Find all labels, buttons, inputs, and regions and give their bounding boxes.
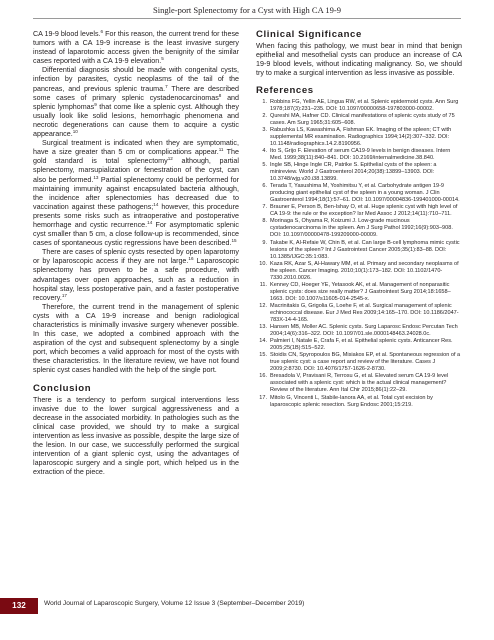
reference-text: Hansen MB, Moller AC. Splenic cysts. Surg Laparosc Endosc Percutan Tech 2004;14(6):316–322. DOI: 10.1097/01.sle.0000148463.24028.0c.: [270, 324, 458, 338]
running-header: Single-port Splenectomy for a Cyst with High CA 19-9: [153, 5, 341, 15]
conclusion-heading: Conclusion: [33, 382, 92, 394]
paragraph-text: For this reason, the current trend for these tumors with a CA 19-9 increase is the least invasive surgery instead of laparotomic access given the benignity of the similar cases reported with a CA 19-9 elevation.: [33, 30, 239, 66]
reference-text: Robbins FG, Yellin AE, Lingua RW, et al. Splenic epidermoid cysts. Ann Surg 1978;187(3):231–235. DOI: 10.1097/00000658-197803000-00002.: [270, 98, 459, 112]
citation-superscript: 6: [100, 29, 104, 34]
paragraph-text: There are described some cases of primary splenic cystadenocarcinomas: [33, 84, 239, 102]
reference-text: Terada T, Yasushima M, Yoshimitsu Y, et al. Carbohydrate antigen 19-9 producing giant epithelial cyst of the spleen in a young woman. J Clin Gastroenterol 1994;18(1):57–61. DOI: 10.1097/00004836-199401000-00014.: [270, 183, 460, 204]
reference-number: 15.: [259, 352, 267, 359]
reference-text: Bresadola V, Pravisani R, Terrosu G, et al. Elevated serum CA 19-9 level associated with a splenic cyst: which is the actual clinical management? Review of the literature. Ann Ital Chir 2015;86(1):22–29.: [270, 373, 449, 394]
body-paragraph: [33, 30, 239, 66]
reference-list: [256, 99, 462, 409]
reference-item: [256, 338, 462, 352]
citation-superscript: 5: [161, 56, 164, 62]
reference-item: [256, 113, 462, 127]
reference-number: 8.: [262, 218, 267, 225]
references-heading: References: [256, 85, 314, 97]
paragraph-text: Partial splenectomy could be performed for maintaining immunity against encapsulated bacteria although, the incidence after splenectomies has decreased due to vaccination against these pathogens;: [33, 175, 239, 211]
paragraph-text: CA 19-9 blood levels.: [33, 30, 101, 38]
reference-item: [256, 373, 462, 394]
citation-superscript: 15: [231, 238, 237, 244]
paragraph-text: Differential diagnosis should be made with congenital cysts, infection by parasites, cystic neoplasms of the tail of the pancreas, and previous splenic trauma.: [33, 66, 239, 93]
citation-superscript: 12: [167, 156, 173, 162]
citation-superscript: 16: [188, 256, 194, 262]
reference-text: Macrinitakis G, Grigolia G, Loehe F, et al. Surgical management of splenic echinococcal disease. Eur J Med Res 2009;14:165–170. DOI: 10.1186/2047-783X-14-4-165.: [270, 302, 459, 324]
citation-superscript: 7: [165, 83, 168, 89]
reference-number: 4.: [262, 147, 267, 154]
page-number: 132: [0, 598, 38, 614]
citation-superscript: 17: [61, 292, 67, 298]
clinical-significance-paragraph: When facing this pathology, we must bear in mind that benign epithelial and mesothelial cysts can produce an increase of CA 19-9 blood levels, without indicating malignancy. So, we should try to make a surgical intervention as less invasive as possible.: [256, 42, 462, 78]
citation-superscript: 8: [218, 92, 222, 98]
citation-superscript: 14: [153, 201, 159, 207]
paragraph-text: although, partial splenectomy, marsupialization or fenestration of the cyst, can also be performed.: [33, 157, 239, 184]
reference-number: 5.: [262, 161, 267, 168]
reference-number: 10.: [259, 260, 267, 267]
reference-number: 17.: [259, 394, 267, 401]
reference-number: 6.: [262, 183, 267, 190]
paragraph-text: and splenic lymphomas: [33, 93, 239, 111]
citation-superscript: 13: [93, 174, 99, 180]
left-column: [33, 30, 239, 478]
paragraph-text: however, this procedure presents some risks such as intraoperative and postoperative hemorrhage and cystic recurrence.: [33, 202, 240, 229]
reference-number: 3.: [262, 126, 267, 133]
header-divider: [33, 18, 461, 19]
reference-text: Palmieri I, Natale E, Crafa F, et al. Epithelial splenic cysts. Anticancer Res. 2005;25(1B):515–522.: [270, 338, 453, 352]
reference-number: 7.: [262, 204, 267, 211]
reference-item: [256, 303, 462, 324]
reference-item: [256, 162, 462, 183]
reference-number: 13.: [259, 324, 267, 331]
body-paragraph: [33, 248, 239, 303]
citation-superscript: 14: [147, 219, 153, 225]
paragraph-text: Therefore, the current trend in the management of splenic cysts with a CA 19-9 increase and benign radiological characteristics is minimally invasive surgery whenever possible. In this case, we adopted a combined approach with the aspiration of the cyst and subsequent splenectomy by a single port, which becomes a valid approach for most of the cysts with these characteristics. In the literature review, we have not found splenic cyst cases handled with the help of the single port.: [33, 302, 239, 375]
paragraph-text: The gold standard is total splenectomy: [33, 148, 239, 166]
reference-text: Kaza RK, Azar S, Al-Hawary MM, et al. Primary and secondary neoplasms of the spleen. Cancer Imaging. 2010;10(1):173–182. DOI: 10.1102/1470-7330.2010.0026.: [270, 260, 459, 281]
reference-text: Kenney CD, Hoeger YE, Yetasook AK, et al. Management of nonparasitic splenic cysts: does size really matter? J Gastrointest Surg 2014;18:1658–1663. DOI: 10.1007/s11605-014-2545-x.: [270, 281, 451, 302]
reference-number: 14.: [259, 338, 267, 345]
reference-number: 9.: [262, 239, 267, 246]
right-column: [256, 30, 462, 409]
reference-number: 16.: [259, 373, 267, 380]
reference-text: Ito S, Grijo F. Elevation of serum CA19-9 levels in benign diseases. Intern Med. 1999;38(11):840–841. DOI: 10.2169/internalmedicine.38.840.: [270, 147, 451, 161]
paragraph-text: There are cases of splenic cysts resected by open laparotomy or by laparoscopic access if they are not large.: [33, 248, 239, 266]
clinical-significance-heading: Clinical Significance: [256, 29, 362, 40]
reference-item: [256, 240, 462, 261]
reference-number: 2.: [262, 112, 267, 119]
reference-item: [256, 282, 462, 303]
reference-item: [256, 127, 462, 148]
reference-number: 11.: [259, 281, 267, 288]
reference-text: Mitolo G, Vincenti L, Stabile-Ianora AA, et al. Total cyst excision by laparoscopic splenic resection. Surg Endosc 2001;15:219.: [270, 394, 433, 408]
citation-superscript: 11: [218, 147, 224, 153]
reference-item: [256, 261, 462, 282]
paragraph-text: that come like a splenic cyst. Although they usually look like solid lesions, hemorrhagic phenomena and necrotic degenerations can cause them to acquire a cystic appearance.: [33, 102, 239, 139]
citation-superscript: 10: [72, 129, 78, 135]
reference-item: [256, 324, 462, 338]
reference-text: Brauner E, Person B, Ben-Ishay O, et al. Huge splenic cyst with high level of CA 19-9: the rule or the exception? Isr Med Assoc J 2012;14(11):710–711.: [270, 204, 458, 218]
reference-text: Ingle SB, Hinge Ingle CR, Patrike S. Epithelial cysts of the spleen: a minireview. World J Gastroenterol 2014;20(38):13899–13903. DOI: 10.3748/wjg.v20.i38.13899.: [270, 161, 437, 183]
reference-number: 1.: [262, 98, 267, 105]
reference-text: Qureshi MA, Hafner CD. Clinical manifestations of splenic cysts study of 75 cases. Am Surg 1965;31:605–608.: [270, 112, 455, 126]
body-paragraphs: [33, 30, 239, 376]
paragraph-text: Laparoscopic splenectomy has proven to be a safe procedure, with advantages over open approaches, such as a reduction in hospital stay, less postoperative pain, and a faster postoperative recovery.: [33, 257, 239, 302]
body-paragraph: [33, 303, 239, 376]
reference-number: 12.: [259, 302, 267, 309]
reference-text: Stoidis CN, Spyropoulos BG, Misiakos EP, et al. Spontaneous regression of a true splenic cyst: a case report and review of the literature. Cases J 2009;2:8730. DOI: 10.4076/1757-1626-2-8730.: [270, 352, 461, 373]
reference-item: [256, 395, 462, 409]
reference-item: [256, 148, 462, 162]
reference-text: Rabushka LS, Kawashima A, Fishman EK. Imaging of the spleen; CT with supplemental MR examination. Radiographics 1994;14(2):307–332. DOI: 10.1148/radiographics.14.2.8190956.: [270, 126, 452, 147]
conclusion-paragraph: There is a tendency to perform surgical interventions less invasive due to the lower surgical aggressiveness and a decrease in the associated morbidity. In pathologies such as the clinical case provided, we should try to make a surgical intervention as less invasive as possible, despite the large size of the lesion. In our case, we successfully performed the surgical intervention of a giant splenic cyst, using the advantages of laparoscopic surgery and a single port, which helped us in the extraction of the piece.: [33, 395, 240, 477]
paragraph-text: For asymptomatic splenic cyst smaller than 5 cm, a close follow-up is recommended, since cases of spontaneous cystic regressions have been described.: [33, 220, 239, 248]
citation-superscript: 9: [94, 101, 97, 107]
paragraph-text: Surgical treatment is indicated when they are symptomatic, have a size greater than 5 cm or complications appear.: [33, 139, 239, 157]
reference-item: [256, 99, 462, 113]
body-paragraph: [33, 66, 239, 139]
reference-text: Takabe K, Al-Refaie W, Chin B, et al. Can large B-cell lymphoma mimic cystic lesions of the spleen? Int J Gastrointest Cancer 2005;35(1):83–88. DOI: 10.1385/IJGC:35:1:083.: [270, 239, 460, 260]
reference-item: [256, 218, 462, 239]
reference-text: Morinaga S, Ohyama R, Koizumi J. Low-grade mucinous cystadenocarcinoma in the spleen. Am J Surg Pathol 1992;16(9):903–908. DOI: 10.1097/00000478-199209000-00009.: [270, 218, 453, 239]
reference-item: [256, 183, 462, 204]
reference-item: [256, 352, 462, 373]
reference-item: [256, 204, 462, 218]
body-paragraph: [33, 139, 239, 248]
journal-citation: World Journal of Laparoscopic Surgery, Volume 12 Issue 3 (September–December 2019): [44, 600, 305, 607]
